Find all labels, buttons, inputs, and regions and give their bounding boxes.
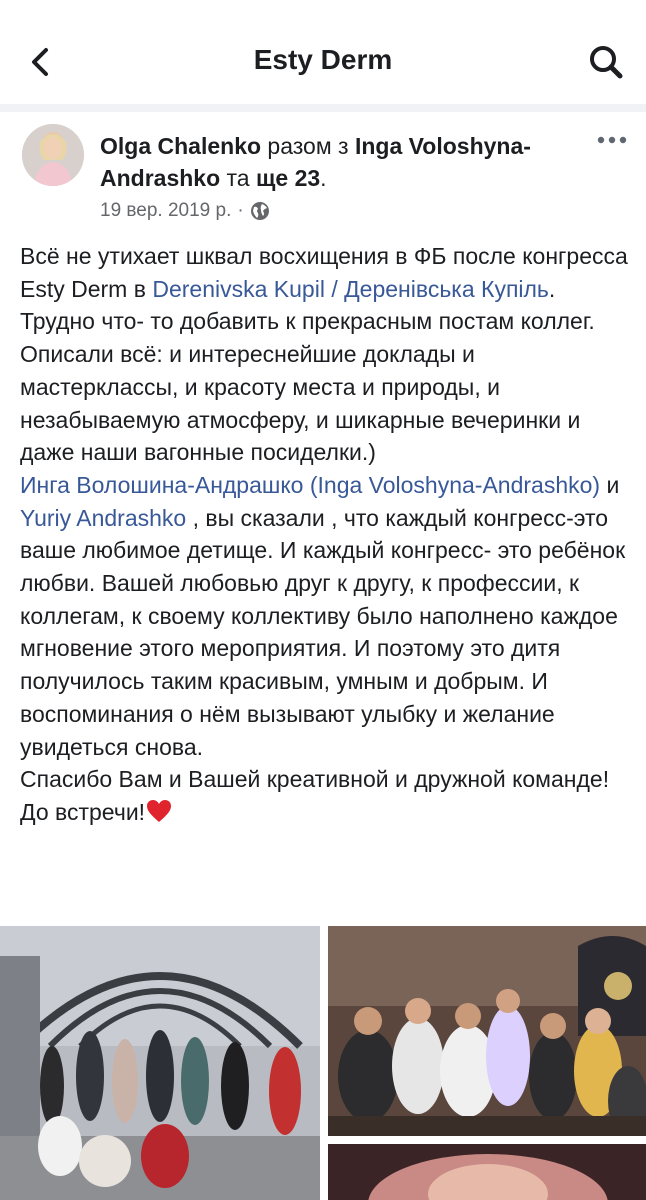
meta-separator: ·	[237, 200, 244, 221]
page-title: Esty Derm	[253, 44, 393, 75]
more-horizontal-icon	[596, 132, 628, 152]
tagged-person[interactable]: Inga Voloshyna-Andrashko	[100, 133, 531, 191]
location-link[interactable]: Derenivska Kupil / Деренівська Купіль	[152, 275, 549, 302]
search-button[interactable]	[586, 42, 626, 82]
avatar[interactable]	[22, 124, 84, 186]
post-body	[20, 240, 632, 829]
more-button[interactable]	[596, 132, 628, 152]
period: .	[320, 165, 327, 191]
mention-yuriy-link[interactable]: Yuriy Andrashko	[20, 504, 187, 531]
search-icon	[586, 42, 626, 82]
post-photo-group-indoor[interactable]	[328, 926, 646, 1136]
post-text-p2b: , вы сказали , что каждый конгресс-это ваше любимое детище. И каждый конгресс- это ребёнок любви. Вашей любовью друг к другу, к профессии, к коллегам, к своему коллективу было наполнено каждое мгновение этого мероприятия. И поэтому это дитя получилось таким красивым, умным и добрым. И воспоминания о нём вызывают улыбку и желание увидеться снова.	[20, 504, 626, 760]
with-text: разом з	[261, 133, 355, 159]
author-name[interactable]: Olga Chalenko	[100, 133, 262, 159]
post-photo-group-outdoor[interactable]	[0, 926, 320, 1200]
post-author-line	[100, 130, 580, 194]
post-meta	[100, 200, 270, 222]
post-text-p1b: . Трудно что- то добавить к прекрасным постам коллег. Описали всё: и интереснейшие доклады и мастерклассы, и красоту места и природы, и незабываемую атмосферу, и шикарные вечеринки и даже наши вагонные посиделки.)	[20, 275, 595, 466]
red-heart-icon	[145, 798, 173, 824]
divider	[0, 104, 646, 112]
and-text: та	[220, 165, 256, 191]
top-bar	[0, 0, 646, 105]
post-date[interactable]: 19 вер. 2019 р.	[100, 200, 232, 221]
globe-icon	[250, 201, 270, 221]
post-photo-partial[interactable]	[328, 1144, 646, 1200]
post-text-p1a: Всё не утихает шквал восхищения в ФБ после конгресса Esty Derm в	[20, 243, 628, 302]
others-link[interactable]: ще 23	[256, 165, 321, 191]
post-text-p3: Спасибо Вам и Вашей креативной и дружной команде! До встречи!	[20, 766, 610, 825]
mention-inga-link[interactable]: Инга Волошина-Андрашко (Inga Voloshyna-Andrashko)	[20, 471, 601, 498]
post-text-and: и	[600, 471, 620, 498]
